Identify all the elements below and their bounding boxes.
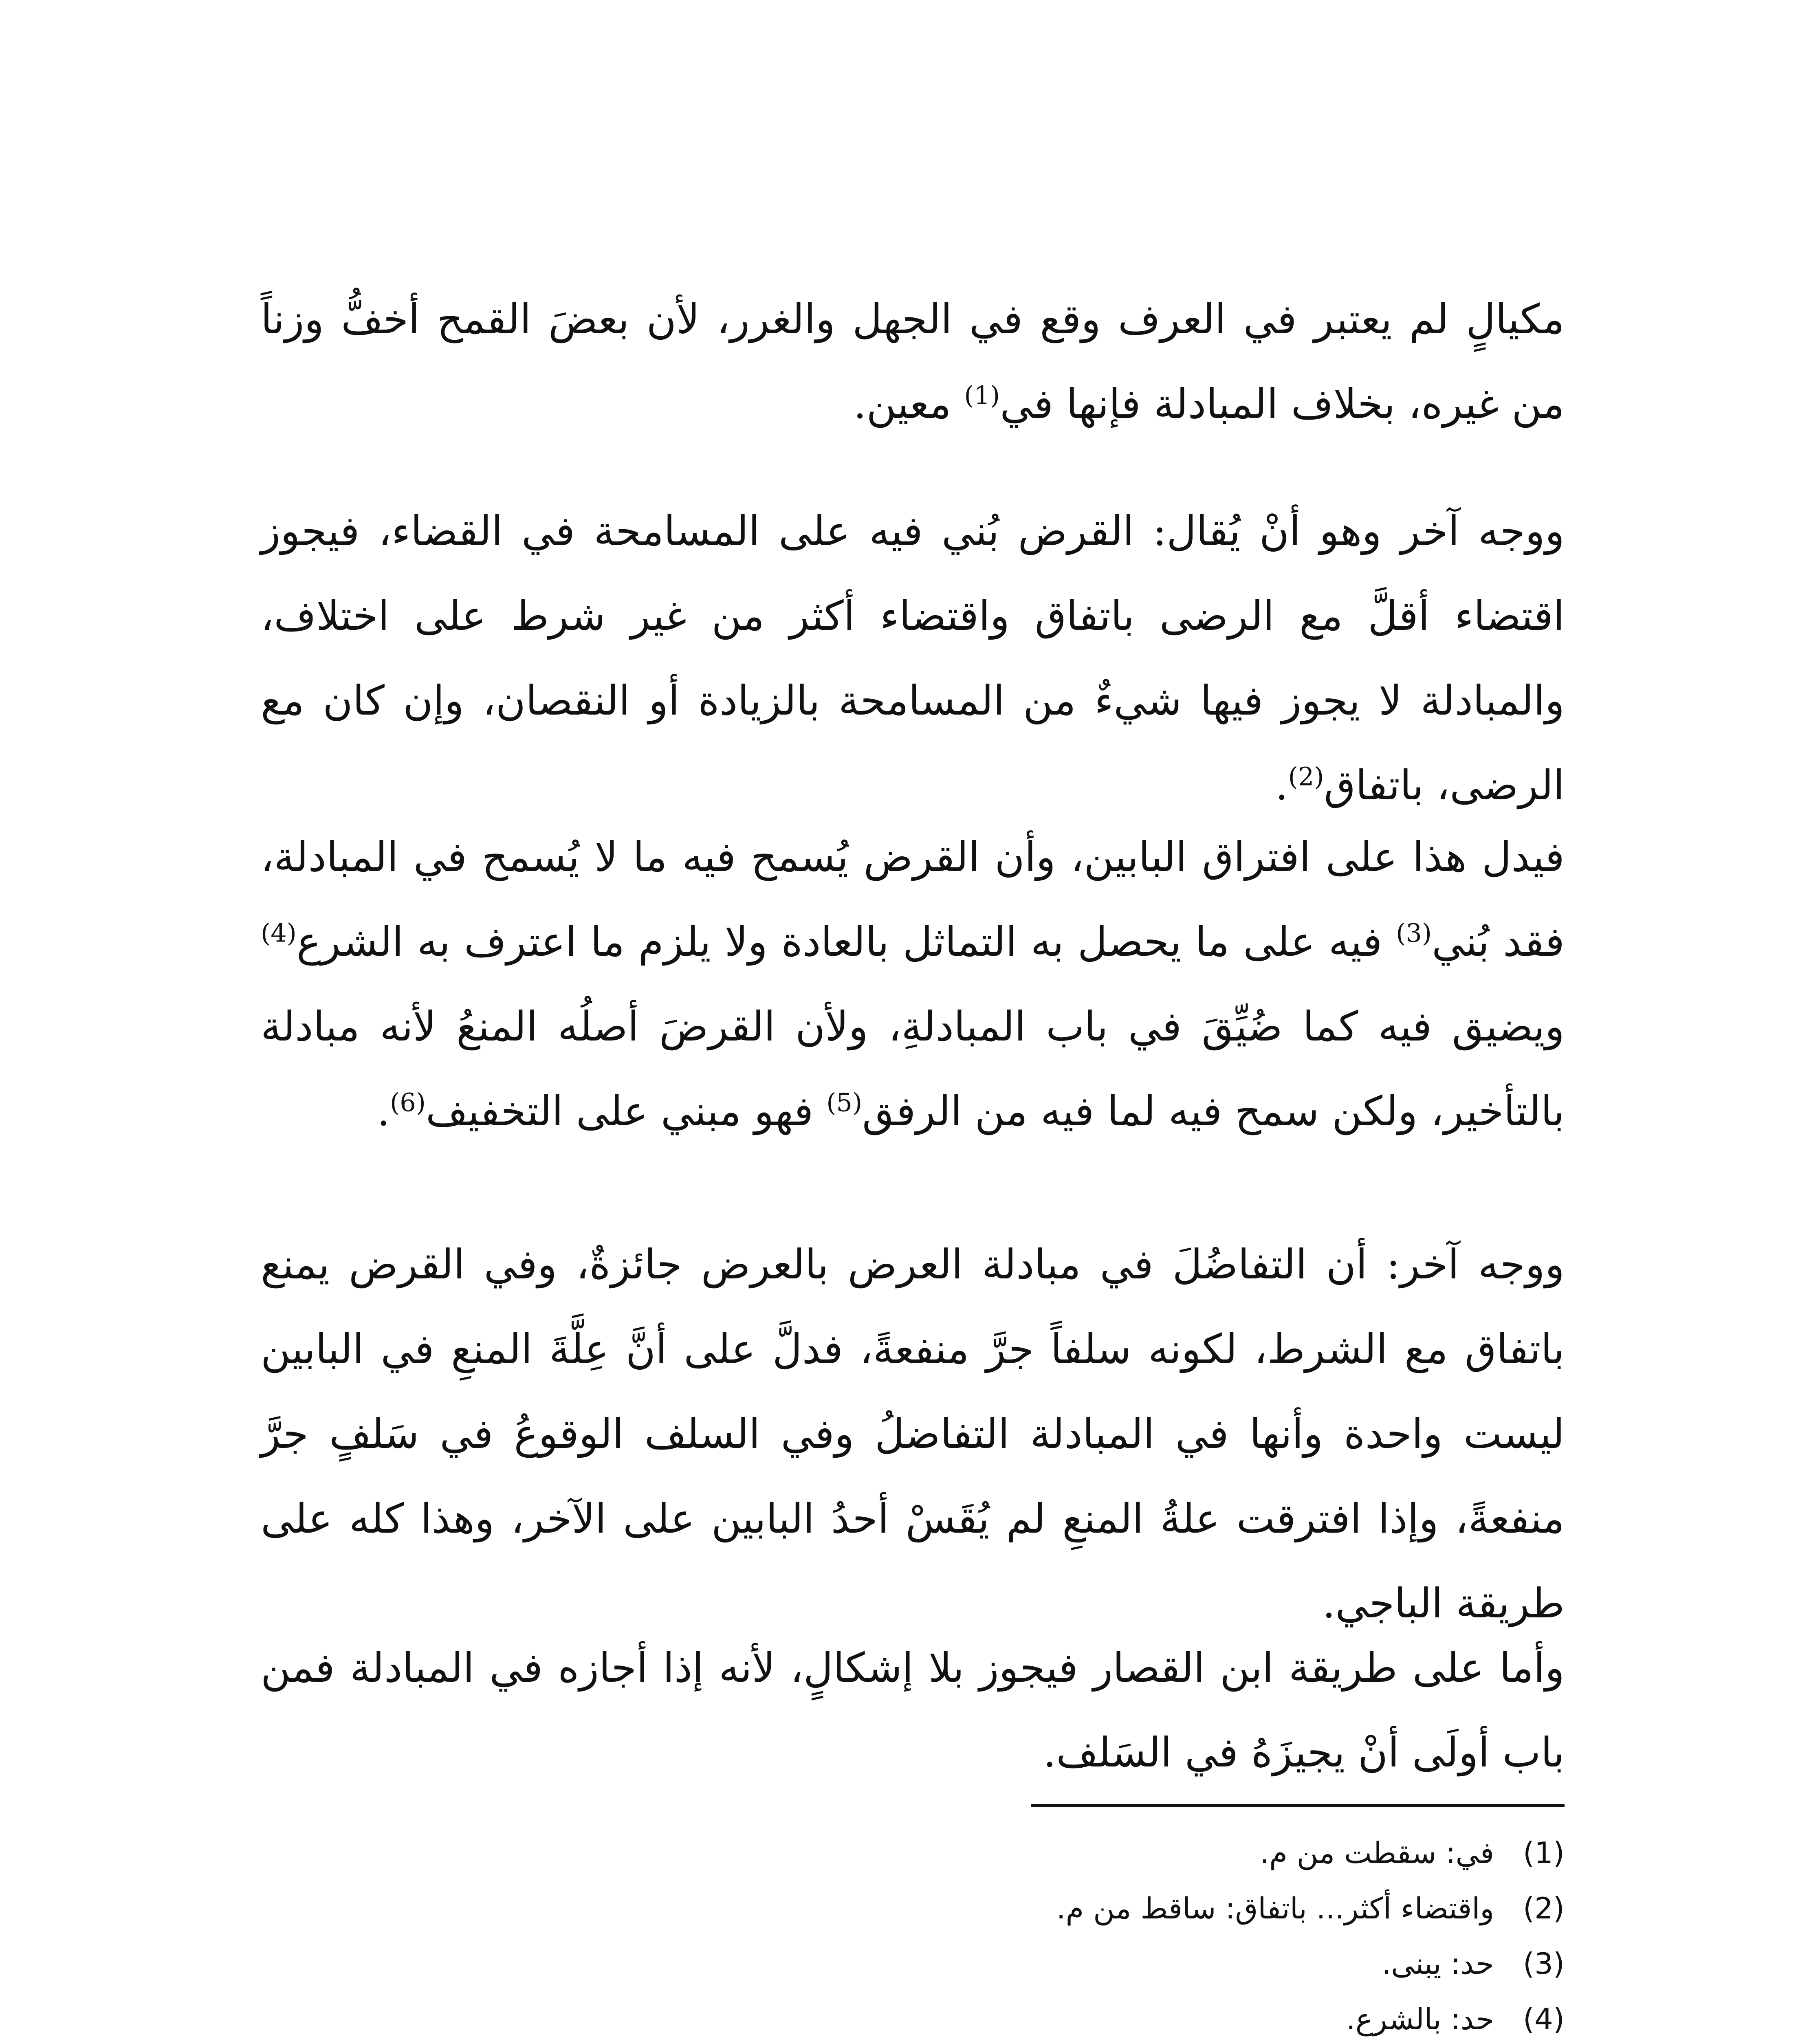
paragraph-3: [261, 815, 1565, 1154]
footnote-number: (4): [1523, 2002, 1565, 2036]
paragraph-2: [261, 489, 1565, 828]
footnote-ref-1: (1): [964, 380, 1000, 410]
paragraph-3-text-a: فيدل هذا على افتراق البابين، وأن القرض يُسمح فيه ما لا يُسمح في المبادلة، فقد بُني: [261, 833, 1565, 966]
footnotes-list: [367, 1825, 1565, 2037]
footnote-text: حد: يبنى.: [1382, 1947, 1494, 1981]
footnote-ref-5: (5): [826, 1087, 863, 1117]
footnote-number: (1): [1523, 1836, 1565, 1870]
footnote-divider: [1031, 1804, 1565, 1807]
paragraph-4-text: ووجه آخر: أن التفاضُلَ في مبادلة العرض بالعرض جائزةٌ، وفي القرض يمنع باتفاق مع الشرط، لكونه سلفاً جرَّ منفعةً، فدلَّ على أنَّ عِلَّةَ المنعِ في البابين ليست واحدة وأنها في المبادلة التفاضلُ وفي السلف الوقوعُ في سَلفٍ جرَّ منفعةً، وإذا افترقت علةُ المنعِ لم يُقَسْ أحدُ البابين على الآخر، وهذا كله على طريقة الباجي.: [261, 1241, 1565, 1627]
paragraph-2-text-a: ووجه آخر وهو أنْ يُقال: القرض بُني فيه على المسامحة في القضاء، فيجوز اقتضاء أقلَّ مع الرضى باتفاق واقتضاء أكثر من غير شرط على اختلاف، والمبادلة لا يجوز فيها شيءٌ من المسامحة بالزيادة أو النقصان، وإن كان مع الرضى، باتفاق: [261, 507, 1565, 809]
footnote-number: (3): [1523, 1947, 1565, 1981]
paragraph-4: [261, 1222, 1565, 1646]
paragraph-3-text-e: .: [377, 1087, 390, 1135]
paragraph-5-text: وأما على طريقة ابن القصار فيجوز بلا إشكالٍ، لأنه إذا أجازه في المبادلة فمن باب أولَى أنْ يجيزَهُ في السَلف.: [261, 1644, 1565, 1776]
footnote-ref-2: (2): [1288, 761, 1324, 792]
footnote-ref-3: (3): [1396, 918, 1432, 948]
footnote-text: في: سقطت من م.: [1260, 1836, 1494, 1870]
footnote-4: [367, 1991, 1565, 2037]
paragraph-1: [261, 277, 1565, 447]
footnote-text: حد: بالشرع.: [1346, 2002, 1494, 2036]
paragraph-3-text-c: ويضيق فيه كما ضُيِّقَ في باب المبادلةِ، ولأن القرضَ أصلُه المنعُ لأنه مبادلة بالتأخير، ولكن سمح فيه لما فيه من الرفق: [261, 1003, 1565, 1135]
paragraph-3-text-d: فهو مبني على التخفيف: [425, 1087, 827, 1135]
paragraph-1-text-b: معين.: [853, 380, 964, 428]
paragraph-1-text-a: مكيالٍ لم يعتبر في العرف وقع في الجهل والغرر، لأن بعضَ القمح أخفُّ وزناً من غيره، بخلاف المبادلة فإنها في: [261, 295, 1565, 428]
footnote-text: واقتضاء أكثر... باتفاق: ساقط من م.: [1056, 1891, 1494, 1925]
footnote-2: [367, 1881, 1565, 1936]
footnote-ref-4: (4): [261, 918, 297, 948]
footnote-number: (2): [1523, 1891, 1565, 1925]
paragraph-5: [261, 1626, 1565, 1795]
footnote-1: [367, 1825, 1565, 1881]
paragraph-2-text-b: .: [1275, 761, 1288, 809]
paragraph-3-text-b: فيه على ما يحصل به التماثل بالعادة ولا يلزم ما اعترف به الشرع: [296, 918, 1396, 966]
footnote-3: [367, 1936, 1565, 1991]
footnote-ref-6: (6): [390, 1087, 426, 1117]
